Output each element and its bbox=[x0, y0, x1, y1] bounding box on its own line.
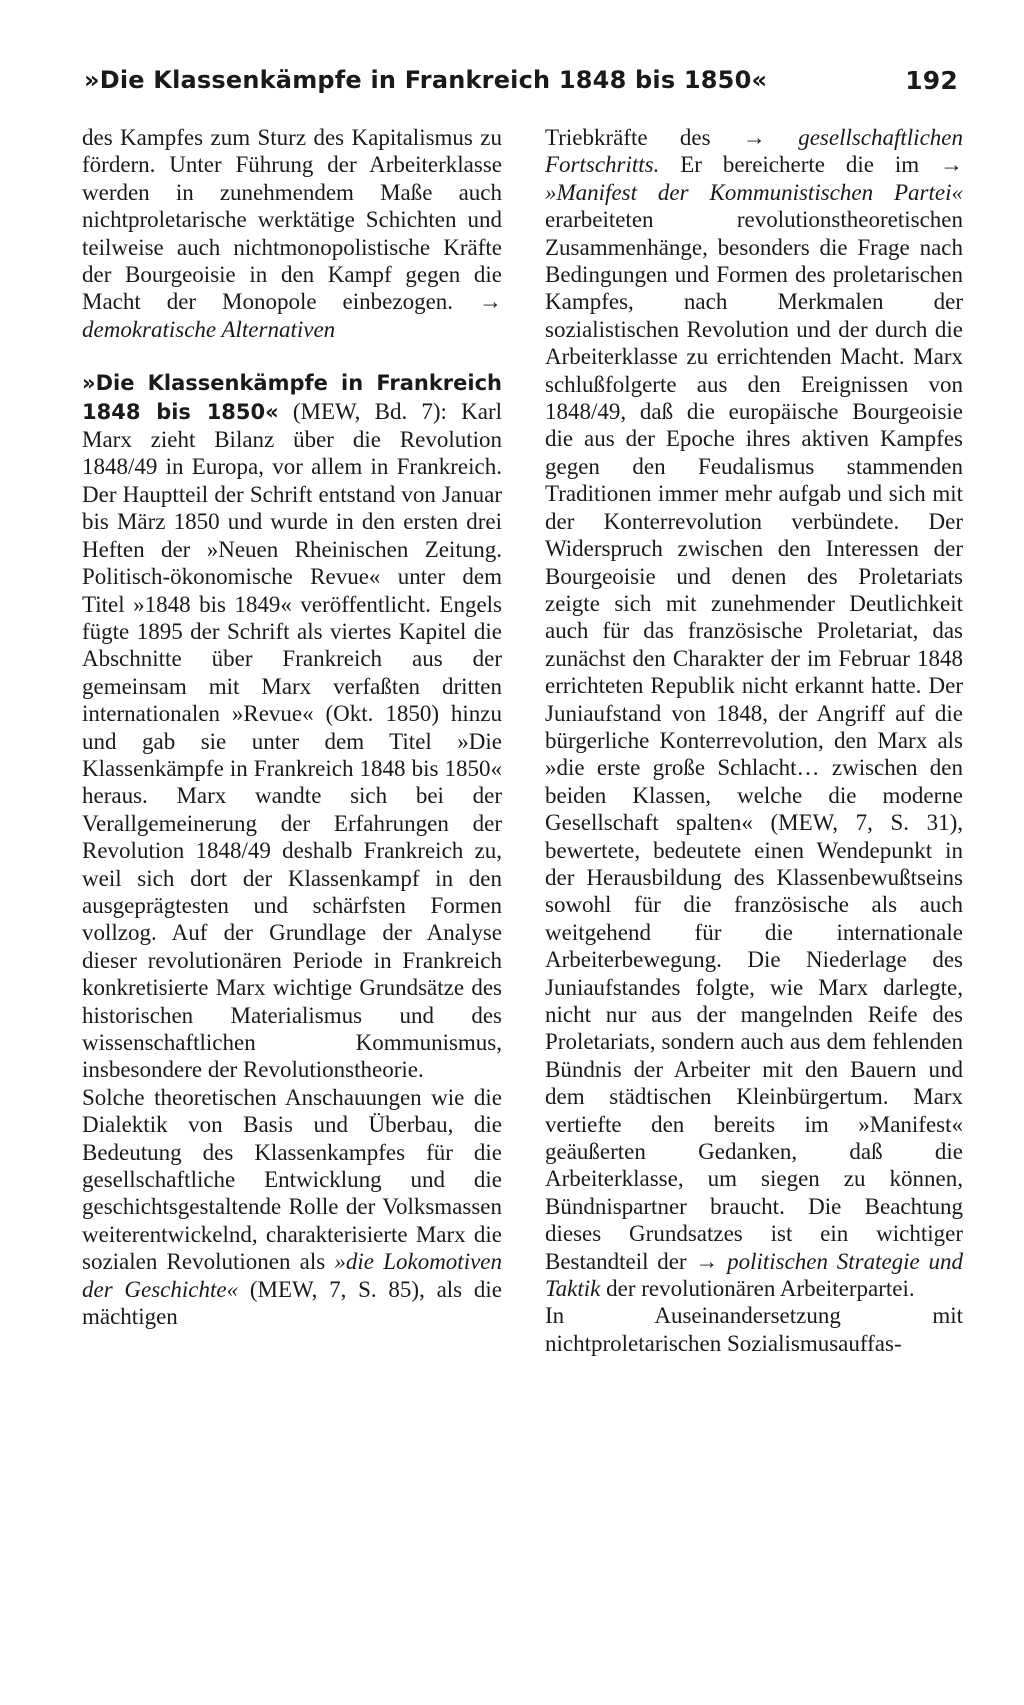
running-title: »Die Klassenkämpfe in Frankreich 1848 bis 1850« bbox=[84, 66, 768, 94]
entry-paragraph bbox=[82, 369, 502, 1084]
cross-reference-arrow-icon: → bbox=[742, 125, 766, 150]
page-number: 192 bbox=[905, 66, 958, 95]
cross-reference-link[interactable]: gesellschaftlichen Fortschritts. bbox=[545, 125, 963, 178]
cross-reference-arrow-icon: → bbox=[940, 152, 963, 178]
right-column bbox=[545, 124, 963, 1357]
running-header bbox=[84, 62, 958, 102]
body-text: der revolutionären Arbeiterpartei. bbox=[600, 1276, 915, 1302]
body-text: Solche theoretischen Anschauungen wie die Dialektik von Basis und Überbau, die Bedeutung des Klassenkampfes für die gesellschaftliche Entwicklung und die geschichtsgestaltende Rolle der Volksmassen weiterentwickelnd, charakterisierte Marx die sozialen Revolutionen als bbox=[82, 1084, 502, 1275]
body-text: Er bereicherte die im bbox=[659, 152, 940, 178]
cross-reference-link[interactable]: »Manifest der Kommunistischen Partei« bbox=[545, 179, 963, 205]
entry-lemma: »Die Klassenkämpfe in Frankreich 1848 bis 1850« bbox=[82, 371, 502, 424]
body-text: (MEW, 7, S. 85), als die mächtigen bbox=[82, 1276, 502, 1330]
cross-reference-link[interactable]: demokratische Alternativen bbox=[82, 316, 336, 342]
body-text: des Kampfes zum Sturz des Kapitalismus zu fördern. Unter Führung der Arbeiterklasse werden in zunehmendem Maße auch nichtproletarische werktätige Schichten und teilweise auch nichtmonopolistische Kräfte der Bourgeoisie in den Kampf gegen die Macht der Monopole einbezogen. bbox=[82, 125, 502, 315]
body-text: (MEW, Bd. 7): Karl Marx zieht Bilanz über die Revolution 1848/49 in Europa, vor allem in Frankreich. Der Hauptteil der Schrift entstand von Januar bis März 1850 und wurde in den ersten drei Heften der »Neuen Rheinischen Zeitung. Politisch-ökonomische Revue« unter dem Titel »1848 bis 1849« veröffentlicht. Engels fügte 1895 der Schrift als viertes Kapitel die Abschnitte über Frankreich aus der gemeinsam mit Marx verfaßten dritten internationalen »Revue« (Okt. 1850) hinzu und gab sie unter dem Titel »Die Klassenkämpfe in Frankreich 1848 bis 1850« heraus. Marx wandte sich bei der Verallgemeinerung der Erfahrungen der Revolution 1848/49 deshalb Frankreich zu, weil sich dort der Klassenkampf in den ausgeprägtesten und schärfsten Formen vollzog. Auf der Grundlage der Analyse dieser revolutionären Periode in Frankreich konkretisierte Marx wichtige Grundsätze des historischen Materialismus und des wissenschaftlichen Kommunismus, insbesondere der Revolutionstheorie. bbox=[82, 398, 502, 1083]
body-text: Triebkräfte des bbox=[545, 125, 743, 150]
left-column bbox=[82, 124, 502, 1330]
cross-reference-arrow-icon: → bbox=[479, 289, 503, 315]
paragraph bbox=[545, 124, 963, 1302]
cross-reference-arrow-icon: → bbox=[695, 1248, 719, 1274]
quotation: »die Lokomotiven der Geschichte« bbox=[82, 1249, 502, 1302]
paragraph bbox=[545, 1302, 963, 1357]
paragraph bbox=[82, 124, 502, 343]
cross-reference-link[interactable]: politischen Strategie und Taktik bbox=[545, 1248, 963, 1302]
body-text: erarbeiteten revolutionstheoretischen Zusammenhänge, besonders die Frage nach Bedingungen und Formen des proletarischen Kampfes, nach Merkmalen der sozialistischen Revolution und der durch die Arbeiterklasse zu errichtenden Macht. Marx schlußfolgerte aus den Ereignissen von 1848/49, daß die europäische Bourgeoisie die aus der Epoche ihres aktiven Kampfes gegen den Feudalismus stammenden Traditionen immer mehr aufgab und sich mit der Konterrevolution verbündete. Der Widerspruch zwischen den Interessen der Bourgeoisie und denen des Proletariats zeigte sich mit zunehmender Deutlichkeit auch für das französische Proletariat, das zunächst den Charakter der im Februar 1848 errichteten Republik nicht erkannt hatte. Der Juniaufstand von 1848, der Angriff auf die bürgerliche Konterrevolution, den Marx als »die erste große Schlacht… zwischen den beiden Klassen, welche die moderne Gesellschaft spalten« (MEW, 7, S. 31), bewertete, bedeutete einen Wendepunkt in der Herausbildung des Klassenbewußtseins sowohl für die französische als auch weitgehend für die internationale Arbeiterbewegung. Die Niederlage des Juniaufstandes folgte, wie Marx darlegte, nicht nur aus der mangelnden Reife des Proletariats, sondern auch aus dem fehlenden Bündnis der Arbeiter mit den Bauern und dem städtischen Kleinbürgertum. Marx vertiefte den bereits im »Manifest« geäußerten Gedanken, daß die Arbeiterklasse, um siegen zu können, Bündnispartner braucht. Die Beachtung dieses Grundsatzes ist ein wichtiger Bestandteil der bbox=[545, 207, 963, 1274]
body-text: In Auseinandersetzung mit nichtproletarischen Sozialismusauffas- bbox=[545, 1303, 963, 1356]
paragraph bbox=[82, 1084, 502, 1331]
